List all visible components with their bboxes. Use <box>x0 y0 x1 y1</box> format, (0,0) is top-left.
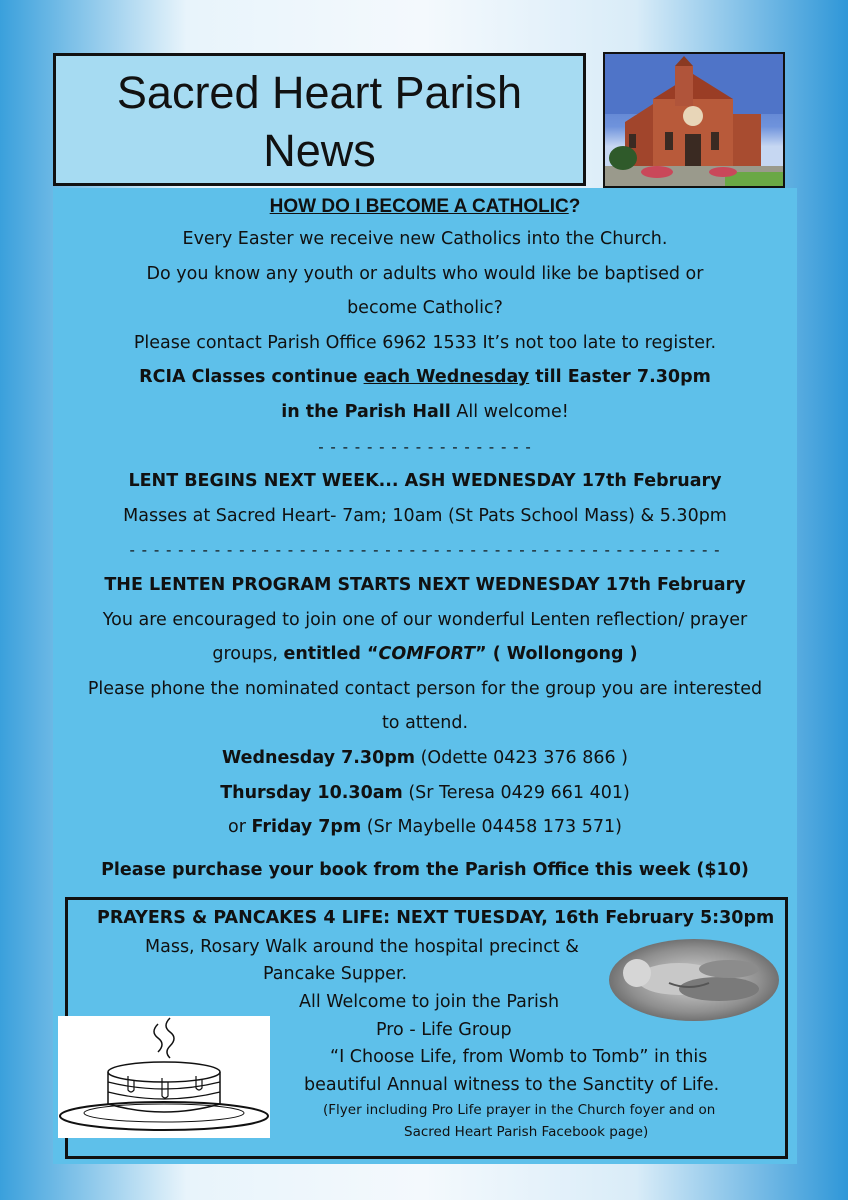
catholic-line3: become Catholic? <box>347 298 503 319</box>
program-line2-b: entitled “ <box>283 644 379 665</box>
rcia-a: RCIA Classes continue <box>139 367 364 388</box>
title-box <box>53 53 586 186</box>
program-line2-d: ” ( Wollongong ) <box>475 644 638 665</box>
separator-2: - - - - - - - - - - - - - - - - - - - - - - - - - - - - - - - - - - - - - - - - - - - - - - - - - <box>129 541 721 560</box>
prayers-line1: Mass, Rosary Walk around the hospital precinct & <box>145 937 579 957</box>
prayers-line2: Pancake Supper. <box>263 964 408 984</box>
catholic-heading <box>55 192 795 222</box>
lent-masses: Masses at Sacred Heart- 7am; 10am (St Pats School Mass) & 5.30pm <box>123 505 727 526</box>
rcia-line <box>55 360 795 395</box>
program-line4: to attend. <box>381 713 469 734</box>
catholic-line4: Please contact Parish Office 6962 1533 It’s not too late to register. <box>133 332 717 353</box>
group-friday <box>55 810 795 845</box>
fri-day: Friday 7pm <box>251 817 362 838</box>
prayers-note2: Sacred Heart Parish Facebook page) <box>404 1124 649 1140</box>
group-wednesday <box>55 741 795 776</box>
page-title-line1: Sacred Heart Parish <box>116 67 523 118</box>
prayers-line4: Pro - Life Group <box>376 1020 512 1040</box>
separator-1: - - - - - - - - - - - - - - - - - - <box>318 437 532 456</box>
prayers-line3: All Welcome to join the Parish <box>299 992 560 1012</box>
program-line2-a: groups, <box>212 644 284 665</box>
fri-or: or <box>228 817 252 838</box>
lent-heading: LENT BEGINS NEXT WEEK... ASH WEDNESDAY 17th February <box>128 471 722 492</box>
fri-contact: (Sr Maybelle 04458 173 571) <box>361 817 622 838</box>
program-heading: THE LENTEN PROGRAM STARTS NEXT WEDNESDAY 17th February <box>104 574 746 595</box>
catholic-heading-text: HOW DO I BECOME A CATHOLIC <box>269 196 569 217</box>
page-title-line2: News <box>263 125 376 176</box>
thu-contact: (Sr Teresa 0429 661 401) <box>402 782 630 803</box>
hall-b: All welcome! <box>450 401 569 422</box>
church-photo <box>603 52 785 188</box>
program-line2-c: COMFORT <box>378 644 476 665</box>
baby-in-hands-photo <box>609 939 779 1021</box>
purchase-line: Please purchase your book from the Parish Office this week ($10) <box>101 859 749 880</box>
catholic-line2: Do you know any youth or adults who would like be baptised or <box>146 263 704 284</box>
catholic-heading-q: ? <box>568 196 581 217</box>
prayers-line5: “I Choose Life, from Womb to Tomb” in this <box>330 1047 708 1067</box>
thu-day: Thursday 10.30am <box>220 782 403 803</box>
hall-a: in the Parish Hall <box>281 401 451 422</box>
prayers-heading: PRAYERS & PANCAKES 4 LIFE: NEXT TUESDAY, 16th February 5:30pm <box>97 908 775 928</box>
pancake-stack-drawing <box>58 1016 270 1138</box>
program-line3: Please phone the nominated contact person for the group you are interested <box>87 678 763 699</box>
catholic-line1: Every Easter we receive new Catholics into the Church. <box>182 229 668 249</box>
prayers-note1: (Flyer including Pro Life prayer in the Church foyer and on <box>323 1102 716 1118</box>
prayers-line6: beautiful Annual witness to the Sanctity of Life. <box>304 1075 720 1095</box>
wed-contact: (Odette 0423 376 866 ) <box>415 747 628 768</box>
main-content <box>55 192 795 887</box>
wed-day: Wednesday 7.30pm <box>221 747 416 768</box>
program-line1: You are encouraged to join one of our wonderful Lenten reflection/ prayer <box>102 609 748 630</box>
rcia-c: till Easter 7.30pm <box>529 367 711 388</box>
group-thursday <box>55 776 795 811</box>
rcia-b: each Wednesday <box>363 367 530 388</box>
program-line2 <box>55 637 795 672</box>
hall-line <box>55 395 795 430</box>
